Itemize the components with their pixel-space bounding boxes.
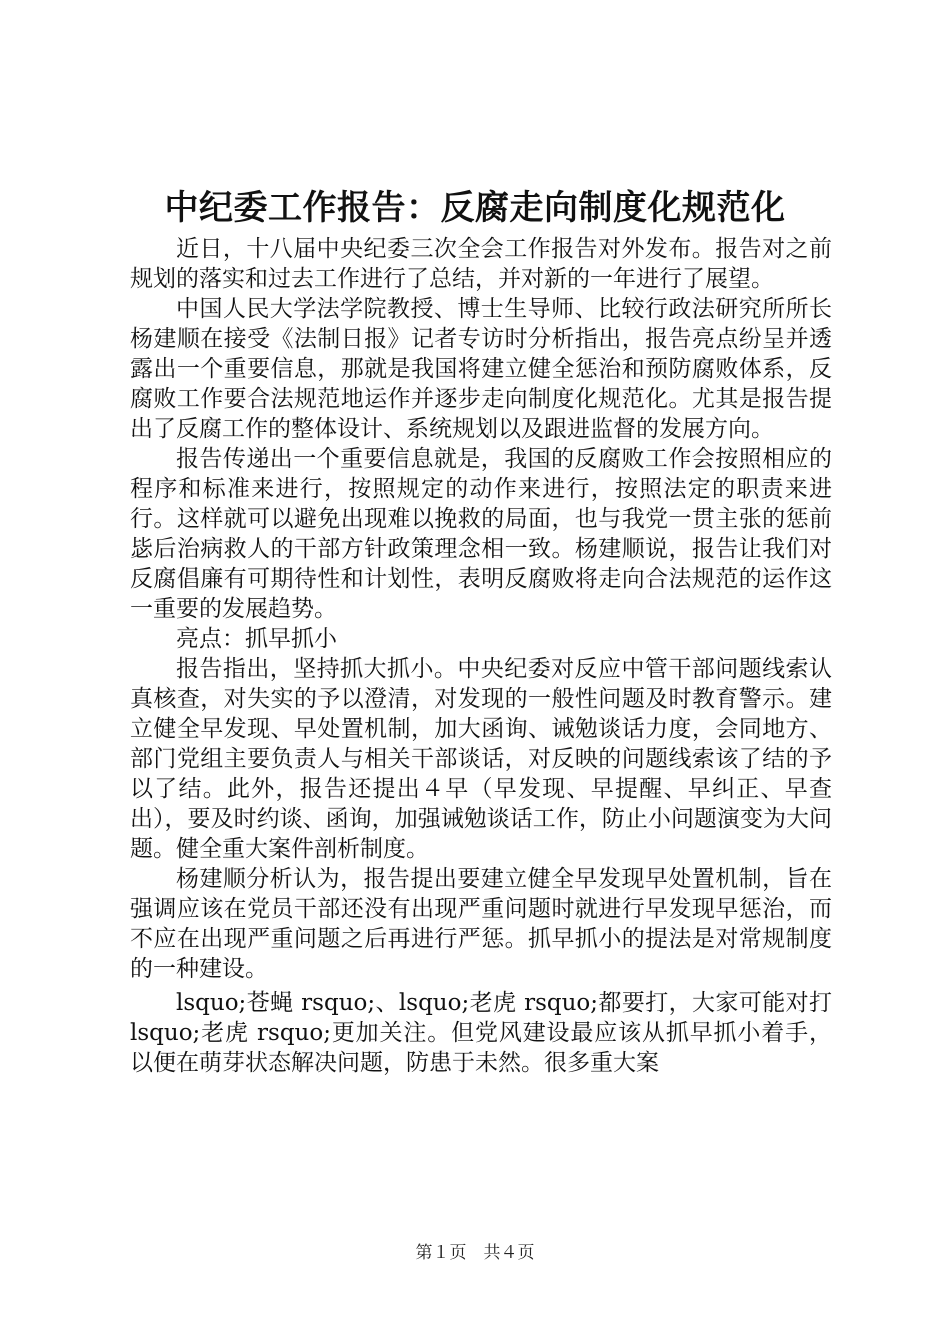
document-body — [130, 234, 832, 1078]
paragraph-expert-analysis: 中国人民大学法学院教授、博士生导师、比较行政法研究所所长杨建顺在接受《法制日报》记者专访时分析指出，报告亮点纷呈并透露出一个重要信息，那就是我国将建立健全惩治和预防腐败体系，反腐败工作要合法规范地运作并逐步走向制度化规范化。尤其是报告提出了反腐工作的整体设计、系统规划以及跟进监督的发展方向。 — [130, 296, 832, 442]
paragraph-flies-tigers: lsquo;苍蝇 rsquo;、lsquo;老虎 rsquo;都要打，大家可能对打 lsquo;老虎 rsquo;更加关注。但党风建设最应该从抓早抓小着手，以便在萌芽状态解决问题，防患于未然。很多重大案 — [130, 990, 832, 1076]
page-footer: 第１页 共４页 — [415, 1243, 535, 1263]
paragraph-report-points: 报告指出，坚持抓大抓小。中央纪委对反应中管干部问题线索认真核查，对失实的予以澄清，对发现的一般性问题及时教育警示。建立健全早发现、早处置机制，加大函询、诫勉谈话力度，会同地方、部门党组主要负责人与相关干部谈话，对反映的问题线索该了结的予以了结。此外，报告还提出４早（早发现、早提醒、早纠正、早查出），要及时约谈、函询，加强诫勉谈话工作，防止小问题演变为大问题。健全重大案件剖析制度。 — [130, 656, 832, 862]
document-title: 中纪委工作报告：反腐走向制度化规范化 — [164, 188, 786, 228]
paragraph-early-mechanism: 杨建顺分析认为，报告提出要建立健全早发现早处置机制，旨在强调应该在党员干部还没有出现严重问题时就进行早发现早惩治，而不应在出现严重问题之后再进行严惩。抓早抓小的提法是对常规制度的一种建设。 — [130, 866, 832, 982]
section-subheading: 亮点：抓早抓小 — [176, 626, 337, 652]
paragraph-intro: 近日，十八届中央纪委三次全会工作报告对外发布。报告对之前规划的落实和过去工作进行了总结，并对新的一年进行了展望。 — [130, 236, 832, 292]
paragraph-key-message: 报告传递出一个重要信息就是，我国的反腐败工作会按照相应的程序和标准来进行，按照规定的动作来进行，按照法定的职责来进行。这样就可以避免出现难以挽救的局面，也与我党一贯主张的惩前毖后治病救人的干部方针政策理念相一致。杨建顺说，报告让我们对反腐倡廉有可期待性和计划性，表明反腐败将走向合法规范的运作这一重要的发展趋势。 — [130, 446, 832, 622]
